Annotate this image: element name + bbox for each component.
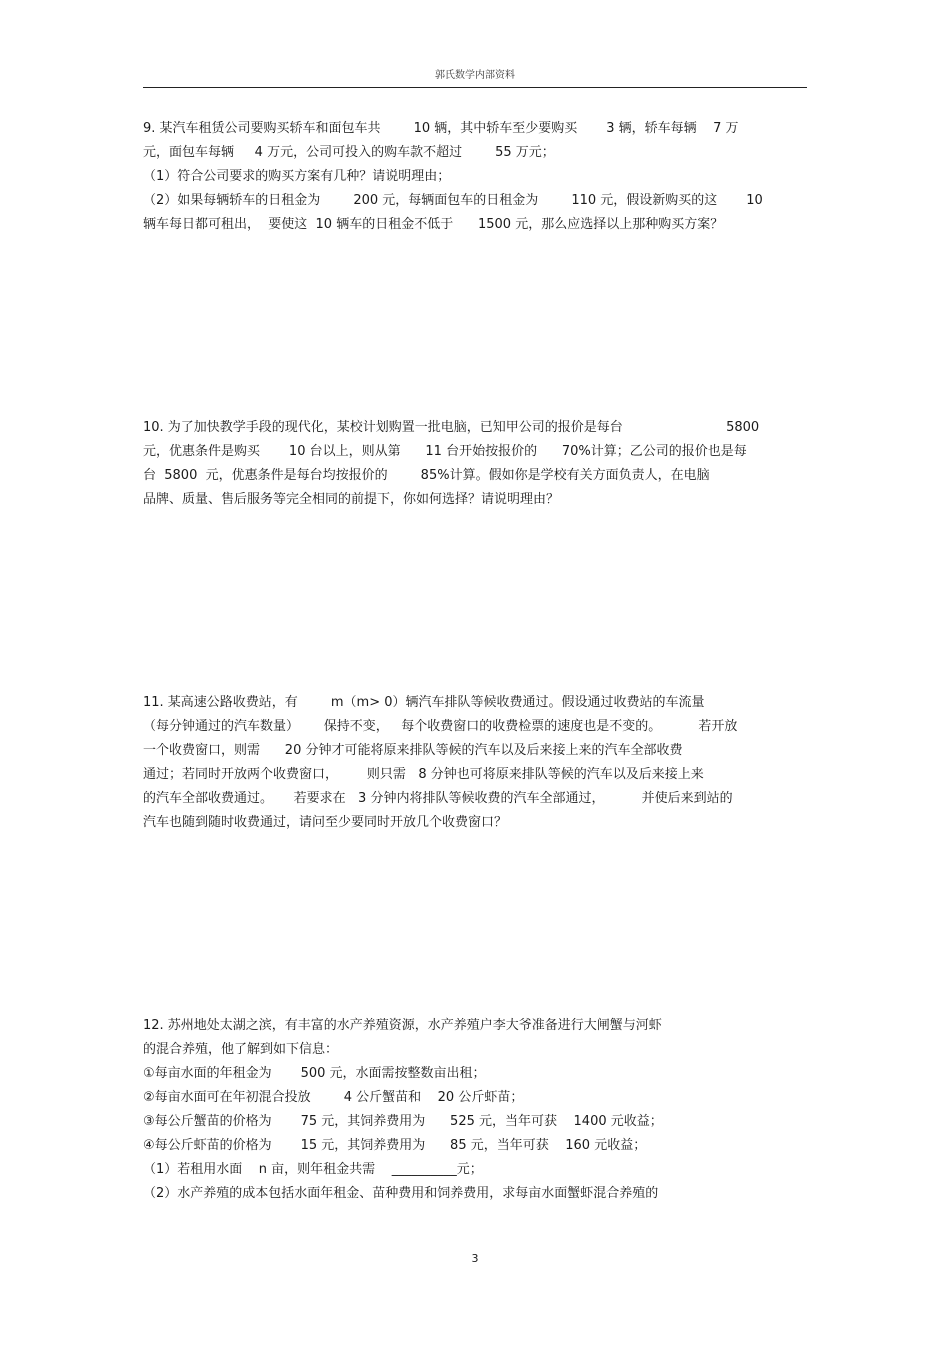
- question-10-line: 元，优惠条件是购买 10 台以上，则从第 11 台开始按报价的 70%计算；乙公司的报价也是每: [143, 444, 747, 459]
- question-9-line: （1）符合公司要求的购买方案有几种？请说明理由；: [143, 169, 451, 184]
- question-11-line: （每分钟通过的汽车数量） 保持不变， 每个收费窗口的收费检票的速度也是不变的。 若开放: [143, 719, 738, 734]
- header-divider: [143, 87, 807, 88]
- question-9-line: 元，面包车每辆 4 万元，公司可投入的购车款不超过 55 万元；: [143, 145, 555, 160]
- question-11-line: 11. 某高速公路收费站，有 m（m> 0）辆汽车排队等候收费通过。假设通过收费站的车流量: [143, 695, 705, 710]
- question-12-line: 12. 苏州地处太湖之滨，有丰富的水产养殖资源，水产养殖户李大爷准备进行大闸蟹与河虾: [143, 1018, 662, 1033]
- question-10-line: 品牌、质量、售后服务等完全相同的前提下，你如何选择？请说明理由？: [143, 492, 560, 507]
- question-12-line: ①每亩水面的年租金为 500 元，水面需按整数亩出租；: [143, 1066, 486, 1081]
- question-12-line: ②每亩水面可在年初混合投放 4 公斤蟹苗和 20 公斤虾苗；: [143, 1090, 524, 1105]
- question-9-line: （2）如果每辆轿车的日租金为 200 元，每辆面包车的日租金为 110 元，假设新购买的这 10: [143, 193, 763, 208]
- question-11: [143, 691, 813, 835]
- page-header: 郭氏数学内部资料: [435, 70, 515, 81]
- question-12-line: ③每公斤蟹苗的价格为 75 元，其饲养费用为 525 元，当年可获 1400 元收益；: [143, 1114, 663, 1129]
- question-9-line: 辆车每日都可租出， 要使这 10 辆车的日租金不低于 1500 元，那么应选择以上那种购买方案？: [143, 217, 724, 232]
- question-9-line: 9. 某汽车租赁公司要购买轿车和面包车共 10 辆，其中轿车至少要购买 3 辆，轿车每辆 7 万: [143, 121, 739, 136]
- question-10-line: 10. 为了加快教学手段的现代化，某校计划购置一批电脑，已知甲公司的报价是每台 5800: [143, 420, 760, 435]
- question-10-line: 台 5800 元，优惠条件是每台均按报价的 85%计算。假如你是学校有关方面负责人，在电脑: [143, 468, 710, 483]
- question-11-line: 汽车也随到随时收费通过，请问至少要同时开放几个收费窗口？: [143, 815, 508, 830]
- page-number: 3: [471, 1252, 479, 1265]
- question-11-line: 通过；若同时开放两个收费窗口， 则只需 8 分钟也可将原来排队等候的汽车以及后来接上来: [143, 767, 704, 782]
- question-12-line: （1）若租用水面 n 亩，则年租金共需 __________元；: [143, 1162, 483, 1177]
- question-12: [143, 1014, 813, 1206]
- question-12-line: （2）水产养殖的成本包括水面年租金、苗种费用和饲养费用，求每亩水面蟹虾混合养殖的: [143, 1186, 659, 1201]
- question-11-line: 的汽车全部收费通过。 若要求在 3 分钟内将排队等候收费的汽车全部通过， 并使后来到站的: [143, 791, 733, 806]
- question-12-line: 的混合养殖，他了解到如下信息：: [143, 1042, 339, 1057]
- question-11-line: 一个收费窗口，则需 20 分钟才可能将原来排队等候的汽车以及后来接上来的汽车全部收费: [143, 743, 683, 758]
- question-9: [143, 117, 813, 237]
- question-12-line: ④每公斤虾苗的价格为 15 元，其饲养费用为 85 元，当年可获 160 元收益；: [143, 1138, 647, 1153]
- question-10: [143, 416, 813, 512]
